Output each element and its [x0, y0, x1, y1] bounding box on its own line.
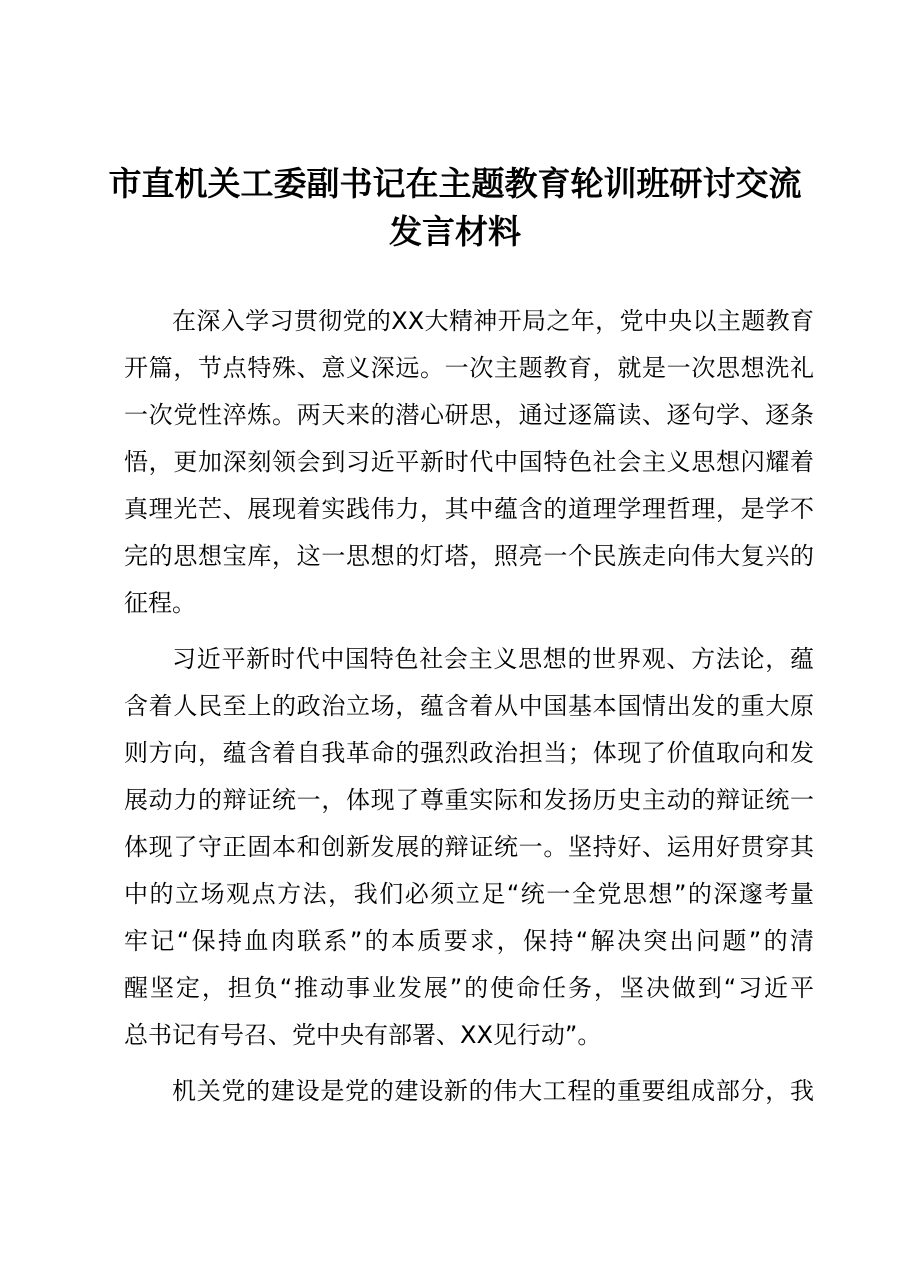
text-line: 总书记有号召、党中央有部署、XX见行动”。 [124, 1021, 602, 1049]
text-line: 开篇，节点特殊、意义深远。一次主题教育，就是一次思想洗礼 [124, 354, 814, 382]
text-line: 则方向，蕴含着自我革命的强烈政治担当；体现了价值取向和发 [124, 739, 814, 767]
paragraph-3 [124, 1068, 814, 1115]
paragraph-2 [124, 636, 814, 1059]
text-line: 醒坚定，担负“推动事业发展”的使命任务，坚决做到“习近平 [124, 974, 814, 1002]
document-title [100, 160, 810, 256]
text-line: 牢记“保持血肉联系”的本质要求，保持“解决突出问题”的清 [124, 927, 814, 955]
text-line: 悟，更加深刻领会到习近平新时代中国特色社会主义思想闪耀着 [124, 448, 814, 476]
text-line: 习近平新时代中国特色社会主义思想的世界观、方法论，蕴 [172, 645, 814, 673]
text-line: 中的立场观点方法，我们必须立足“统一全党思想”的深邃考量 [124, 880, 814, 908]
text-line: 展动力的辩证统一，体现了尊重实际和发扬历史主动的辩证统一 [124, 786, 814, 814]
document-body [124, 298, 814, 1124]
text-line: 在深入学习贯彻党的XX大精神开局之年，党中央以主题教育 [172, 307, 814, 335]
title-line: 发言材料 [389, 212, 521, 251]
text-line: 真理光芒、展现着实践伟力，其中蕴含的道理学理哲理，是学不 [124, 495, 814, 523]
text-line: 一次党性淬炼。两天来的潜心研思，通过逐篇读、逐句学、逐条 [124, 401, 814, 429]
text-line: 体现了守正固本和创新发展的辩证统一。坚持好、运用好贯穿其 [124, 833, 814, 861]
text-line: 含着人民至上的政治立场，蕴含着从中国基本国情出发的重大原 [124, 692, 814, 720]
text-line: 征程。 [124, 589, 196, 617]
text-line: 机关党的建设是党的建设新的伟大工程的重要组成部分，我 [172, 1077, 814, 1105]
title-line: 市直机关工委副书记在主题教育轮训班研讨交流 [108, 164, 802, 203]
text-line: 完的思想宝库，这一思想的灯塔，照亮一个民族走向伟大复兴的 [124, 542, 814, 570]
paragraph-1 [124, 298, 814, 627]
